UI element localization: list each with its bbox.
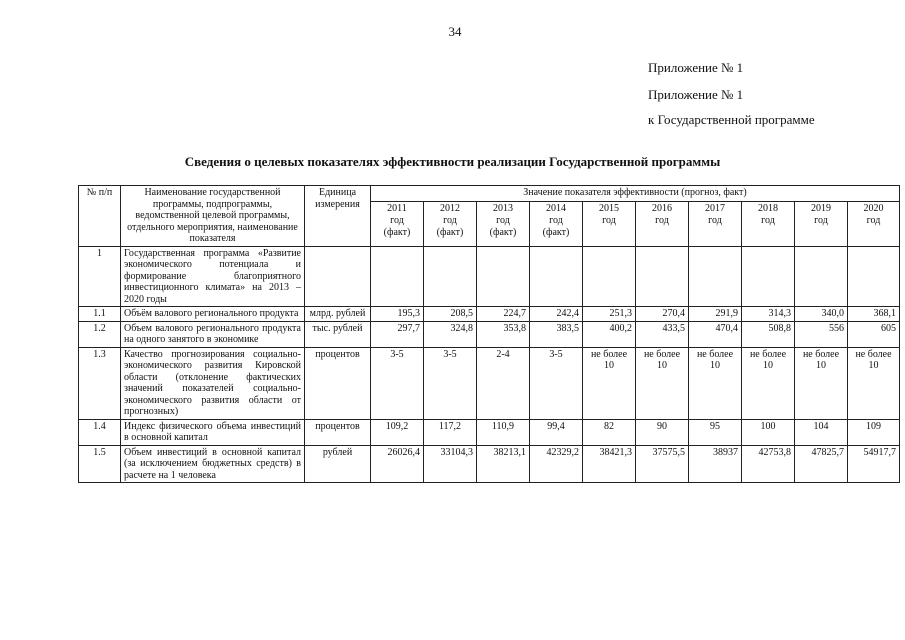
value-2013: 224,7 — [477, 307, 530, 322]
indicator-unit — [305, 246, 371, 307]
year-unit: год — [814, 215, 828, 227]
indicator-name: Качество прогнозирования социально-экономического развития Кировской области (отклонение фактических значений показателей социально-экономического развития области от прогнозных) — [121, 347, 305, 419]
value-2013 — [477, 246, 530, 307]
table-body — [79, 246, 900, 483]
indicators-table — [78, 185, 900, 483]
indicator-name: Индекс физического объема инвестиций в основной капитал — [121, 419, 305, 445]
value-2018: 100 — [742, 419, 795, 445]
value-2013: 353,8 — [477, 321, 530, 347]
year-unit: год — [866, 215, 881, 227]
value-2014: 42329,2 — [530, 445, 583, 483]
year-label: 2012 — [440, 203, 460, 215]
table-row — [79, 307, 900, 322]
value-2011: 109,2 — [371, 419, 424, 445]
year-unit: год — [549, 215, 563, 227]
value-2016: 90 — [636, 419, 689, 445]
year-label: 2016 — [652, 203, 672, 215]
value-2019: 47825,7 — [795, 445, 848, 483]
value-2011: 26026,4 — [371, 445, 424, 483]
appendix-line-2: Приложение № 1 — [648, 87, 744, 102]
value-2012: 208,5 — [424, 307, 477, 322]
header-year-2018 — [742, 202, 795, 246]
value-2016: 433,5 — [636, 321, 689, 347]
value-2019: не более 10 — [795, 347, 848, 419]
indicator-name: Объём валового регионального продукта — [121, 307, 305, 322]
value-2017: 291,9 — [689, 307, 742, 322]
value-2020: 605 — [848, 321, 900, 347]
value-2016: 270,4 — [636, 307, 689, 322]
value-2012: 117,2 — [424, 419, 477, 445]
value-2020: 368,1 — [848, 307, 900, 322]
value-2012: 324,8 — [424, 321, 477, 347]
value-2011: 297,7 — [371, 321, 424, 347]
year-label: 2014 — [546, 203, 566, 215]
row-number: 1.3 — [79, 347, 121, 419]
value-2016: не более 10 — [636, 347, 689, 419]
header-row-group — [79, 186, 900, 202]
year-label: 2018 — [758, 203, 778, 215]
value-2014: 3-5 — [530, 347, 583, 419]
value-2015: не более 10 — [583, 347, 636, 419]
year-label: 2011 — [387, 203, 407, 215]
value-2011 — [371, 246, 424, 307]
value-2013: 110,9 — [477, 419, 530, 445]
value-2014: 242,4 — [530, 307, 583, 322]
year-note: (факт) — [436, 227, 464, 239]
value-2020 — [848, 246, 900, 307]
value-2018: не более 10 — [742, 347, 795, 419]
table-row — [79, 347, 900, 419]
year-label: 2015 — [599, 203, 619, 215]
value-2012 — [424, 246, 477, 307]
value-2018: 42753,8 — [742, 445, 795, 483]
value-2014 — [530, 246, 583, 307]
year-note: (факт) — [383, 227, 411, 239]
year-label: 2019 — [811, 203, 831, 215]
row-number: 1.5 — [79, 445, 121, 483]
year-note: (факт) — [489, 227, 517, 239]
year-unit: год — [443, 215, 457, 227]
value-2011: 3-5 — [371, 347, 424, 419]
indicator-unit: млрд. рублей — [305, 307, 371, 322]
header-year-2012 — [424, 202, 477, 246]
header-year-2014 — [530, 202, 583, 246]
page-number: 34 — [448, 24, 462, 39]
year-label: 2020 — [863, 203, 884, 215]
table-row — [79, 246, 900, 307]
value-2012: 33104,3 — [424, 445, 477, 483]
header-year-2019 — [795, 202, 848, 246]
indicator-name: Государственная программа «Развитие экономического потенциала и формирование благоприятного инвестиционного климата» на 2013 – 2020 годы — [121, 246, 305, 307]
value-2019: 104 — [795, 419, 848, 445]
indicator-name: Объем инвестиций в основной капитал (за исключением бюджетных средств) в расчете на 1 человека — [121, 445, 305, 483]
header-num: № п/п — [79, 186, 121, 247]
document-title: Сведения о целевых показателях эффективности реализации Государственной программы — [184, 154, 721, 169]
header-year-2015 — [583, 202, 636, 246]
value-2017: 470,4 — [689, 321, 742, 347]
header-unit: Единица измерения — [305, 186, 371, 247]
header-year-2020 — [848, 202, 900, 246]
value-2013: 2-4 — [477, 347, 530, 419]
table-row — [79, 419, 900, 445]
value-2018: 508,8 — [742, 321, 795, 347]
value-2016: 37575,5 — [636, 445, 689, 483]
value-2016 — [636, 246, 689, 307]
indicator-unit: процентов — [305, 347, 371, 419]
value-2019 — [795, 246, 848, 307]
value-2017: 95 — [689, 419, 742, 445]
table-row — [79, 445, 900, 483]
row-number: 1.1 — [79, 307, 121, 322]
year-label: 2017 — [705, 203, 725, 215]
value-2015: 400,2 — [583, 321, 636, 347]
year-unit: год — [761, 215, 775, 227]
value-2013: 38213,1 — [477, 445, 530, 483]
header-values-group: Значение показателя эффективности (прогноз, факт) — [371, 186, 900, 202]
header-year-2017 — [689, 202, 742, 246]
appendix-line-3: к Государственной программе — [648, 112, 815, 127]
table-row — [79, 321, 900, 347]
value-2015: 38421,3 — [583, 445, 636, 483]
year-unit: год — [655, 215, 669, 227]
year-unit: год — [390, 215, 404, 227]
value-2020: 109 — [848, 419, 900, 445]
value-2014: 383,5 — [530, 321, 583, 347]
value-2018 — [742, 246, 795, 307]
value-2017: не более 10 — [689, 347, 742, 419]
value-2012: 3-5 — [424, 347, 477, 419]
value-2015 — [583, 246, 636, 307]
value-2011: 195,3 — [371, 307, 424, 322]
year-unit: год — [496, 215, 510, 227]
row-number: 1.4 — [79, 419, 121, 445]
value-2017 — [689, 246, 742, 307]
value-2018: 314,3 — [742, 307, 795, 322]
header-year-2011 — [371, 202, 424, 246]
header-year-2013 — [477, 202, 530, 246]
value-2014: 99,4 — [530, 419, 583, 445]
year-unit: год — [708, 215, 722, 227]
value-2020: 54917,7 — [848, 445, 900, 483]
value-2020: не более 10 — [848, 347, 900, 419]
value-2015: 82 — [583, 419, 636, 445]
indicator-name: Объем валового регионального продукта на одного занятого в экономике — [121, 321, 305, 347]
indicator-unit: процентов — [305, 419, 371, 445]
row-number: 1 — [79, 246, 121, 307]
header-year-2016 — [636, 202, 689, 246]
year-unit: год — [602, 215, 616, 227]
year-note: (факт) — [542, 227, 570, 239]
year-label: 2013 — [493, 203, 513, 215]
indicator-unit: рублей — [305, 445, 371, 483]
value-2017: 38937 — [689, 445, 742, 483]
value-2019: 340,0 — [795, 307, 848, 322]
header-name: Наименование государственной программы, подпрограммы, ведомственной целевой программы, отдельного мероприятия, наименование показателя — [121, 186, 305, 247]
value-2015: 251,3 — [583, 307, 636, 322]
indicator-unit: тыс. рублей — [305, 321, 371, 347]
value-2019: 556 — [795, 321, 848, 347]
row-number: 1.2 — [79, 321, 121, 347]
appendix-line-1: Приложение № 1 — [648, 60, 744, 75]
